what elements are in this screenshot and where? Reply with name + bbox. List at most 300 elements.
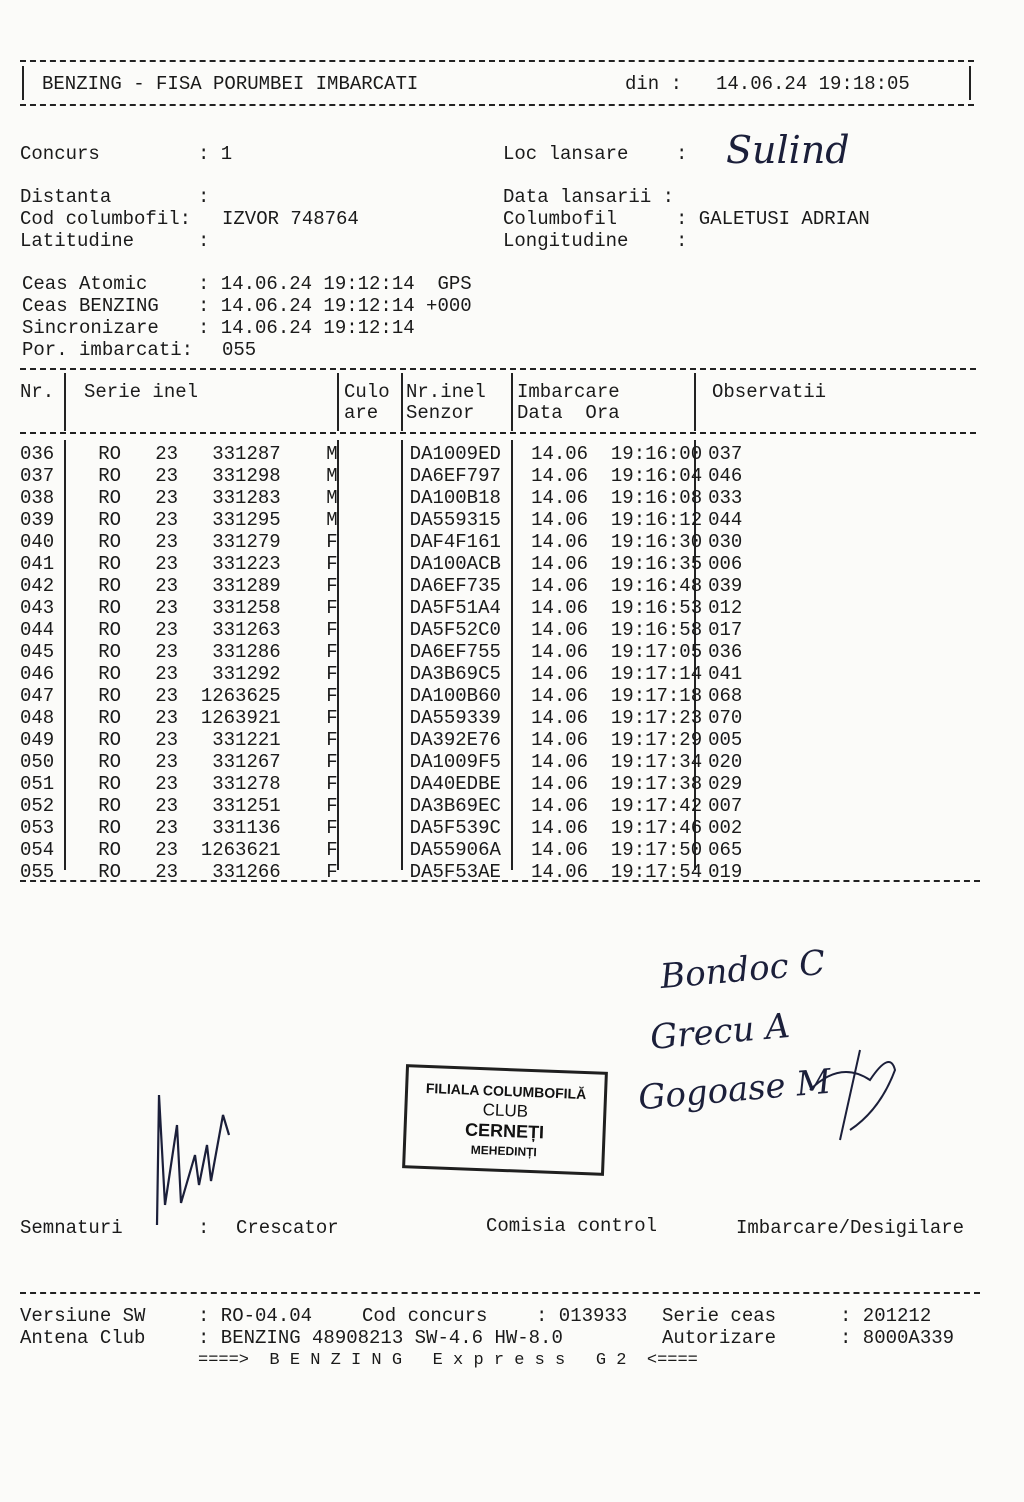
row-sex: F	[280, 553, 338, 575]
distanta-label: Distanta	[20, 186, 112, 208]
table-row	[20, 487, 742, 509]
stamp-line-1: FILIALA COLUMBOFILĂ	[425, 1079, 587, 1103]
table-row	[20, 619, 742, 641]
row-country: RO	[64, 861, 122, 883]
comisia-signature	[800, 1030, 920, 1150]
row-ring: 331286	[178, 641, 281, 663]
row-time: 19:17:14	[610, 663, 703, 685]
table-row	[20, 575, 742, 597]
row-time: 19:17:23	[610, 707, 703, 729]
cod-columbofil-value: IZVOR 748764	[222, 208, 359, 230]
row-nr: 038	[20, 487, 55, 509]
row-time: 19:16:12	[610, 509, 703, 531]
row-ring: 331292	[178, 663, 281, 685]
row-sex: F	[280, 861, 338, 883]
row-imbarcare	[520, 663, 702, 685]
row-serie	[64, 707, 338, 729]
row-sex: M	[280, 487, 338, 509]
ceas-atomic-label: Ceas Atomic	[22, 273, 148, 295]
row-culoare	[338, 443, 404, 465]
row-observatii: 017	[708, 619, 743, 641]
row-nr: 047	[20, 685, 55, 707]
handwritten-name-3: Gogoase M	[636, 1061, 833, 1119]
row-date: 14.06	[519, 817, 611, 839]
row-ring: 331283	[178, 487, 281, 509]
row-ring: 331278	[178, 773, 281, 795]
row-imbarcare	[520, 443, 702, 465]
row-sex: F	[280, 597, 338, 619]
col-sep	[64, 373, 66, 431]
row-nr: 050	[20, 751, 55, 773]
row-year: 23	[121, 597, 179, 619]
cod-concurs-label: Cod concurs	[362, 1305, 488, 1327]
row-imbarcare	[520, 553, 702, 575]
loc-lansare-handwritten: Sulind	[726, 128, 850, 172]
row-sex: M	[280, 465, 338, 487]
ceas-benzing-label: Ceas BENZING	[22, 295, 159, 317]
imbarcare-desigilare-label: Imbarcare/Desigilare	[736, 1217, 965, 1239]
row-serie	[64, 509, 338, 531]
row-country: RO	[64, 575, 122, 597]
loc-lansare-label: Loc lansare	[503, 143, 629, 165]
row-culoare	[338, 641, 404, 663]
row-observatii: 020	[708, 751, 743, 773]
row-sex: M	[280, 509, 338, 531]
row-serie	[64, 663, 338, 685]
row-observatii: 005	[708, 729, 743, 751]
col-header-nr: Nr.	[20, 381, 55, 403]
row-country: RO	[64, 531, 122, 553]
row-year: 23	[121, 817, 179, 839]
handwritten-name-1: Bondoc C	[658, 942, 827, 998]
serie-ceas-value: : 201212	[840, 1305, 932, 1327]
data-lansarii-label: Data lansarii :	[503, 186, 675, 208]
row-observatii: 065	[708, 839, 743, 861]
table-bottom-rule	[20, 880, 980, 882]
row-year: 23	[121, 531, 179, 553]
loc-lansare-colon: :	[676, 143, 688, 165]
comisia-control-label: Comisia control	[486, 1215, 658, 1237]
row-country: RO	[64, 773, 122, 795]
row-nr: 037	[20, 465, 55, 487]
row-sex: F	[280, 795, 338, 817]
row-country: RO	[64, 685, 122, 707]
row-date: 14.06	[519, 751, 611, 773]
row-date: 14.06	[519, 839, 611, 861]
row-imbarcare	[520, 773, 702, 795]
row-country: RO	[64, 751, 122, 773]
row-sex: F	[280, 619, 338, 641]
row-senzor: DA100ACB	[409, 553, 501, 575]
row-imbarcare	[520, 751, 702, 773]
row-sex: F	[280, 751, 338, 773]
row-sex: F	[280, 641, 338, 663]
row-date: 14.06	[519, 795, 611, 817]
row-observatii: 037	[708, 443, 743, 465]
semnaturi-label: Semnaturi	[20, 1217, 123, 1239]
row-year: 23	[121, 553, 179, 575]
row-ring: 331221	[178, 729, 281, 751]
row-senzor: DA100B60	[409, 685, 501, 707]
row-imbarcare	[520, 817, 702, 839]
table-row	[20, 817, 742, 839]
row-ring: 331266	[178, 861, 281, 883]
row-ring: 1263625	[178, 685, 281, 707]
row-imbarcare	[520, 641, 702, 663]
header-bottom-rule	[20, 104, 974, 106]
table-row	[20, 839, 742, 861]
row-ring: 331289	[178, 575, 281, 597]
row-imbarcare	[520, 509, 702, 531]
table-row	[20, 443, 742, 465]
row-ring: 331279	[178, 531, 281, 553]
row-imbarcare	[520, 575, 702, 597]
antena-value: : BENZING 48908213 SW-4.6 HW-8.0	[198, 1327, 563, 1349]
row-senzor: DA559339	[409, 707, 501, 729]
latitudine-label: Latitudine	[20, 230, 135, 252]
row-ring: 331223	[178, 553, 281, 575]
table-row	[20, 685, 742, 707]
row-ring: 1263921	[178, 707, 281, 729]
col-header-serie: Serie inel	[84, 381, 199, 403]
row-nr: 043	[20, 597, 55, 619]
row-year: 23	[121, 839, 179, 861]
row-senzor: DA40EDBE	[409, 773, 501, 795]
row-sex: F	[280, 729, 338, 751]
table-row	[20, 641, 742, 663]
row-sex: F	[280, 817, 338, 839]
row-date: 14.06	[519, 597, 611, 619]
crescator-label: Crescator	[236, 1217, 339, 1239]
row-serie	[64, 817, 338, 839]
row-year: 23	[121, 575, 179, 597]
distanta-value: :	[198, 186, 210, 208]
row-observatii: 012	[708, 597, 743, 619]
row-nr: 049	[20, 729, 55, 751]
header-top-rule	[20, 60, 974, 62]
row-date: 14.06	[519, 641, 611, 663]
row-imbarcare	[520, 729, 702, 751]
row-serie	[64, 641, 338, 663]
row-senzor: DA1009F5	[409, 751, 501, 773]
row-senzor: DA559315	[409, 509, 501, 531]
col-header-observatii: Observatii	[712, 381, 827, 403]
antena-label: Antena Club	[20, 1327, 146, 1349]
row-culoare	[338, 795, 404, 817]
row-time: 19:17:38	[610, 773, 703, 795]
row-sex: M	[280, 443, 338, 465]
longitudine-value: :	[676, 230, 688, 252]
row-serie	[64, 487, 338, 509]
row-year: 23	[121, 795, 179, 817]
row-ring: 331298	[178, 465, 281, 487]
row-year: 23	[121, 443, 179, 465]
row-date: 14.06	[519, 531, 611, 553]
row-year: 23	[121, 861, 179, 883]
row-ring: 331136	[178, 817, 281, 839]
row-senzor: DA5F539C	[409, 817, 501, 839]
table-row	[20, 509, 742, 531]
row-country: RO	[64, 817, 122, 839]
row-country: RO	[64, 553, 122, 575]
sincronizare-value: : 14.06.24 19:12:14	[198, 317, 415, 339]
benzing-express-banner: ====> B E N Z I N G E x p r e s s G 2 <====	[198, 1351, 698, 1370]
row-time: 19:16:00	[610, 443, 703, 465]
row-year: 23	[121, 773, 179, 795]
col-sep	[337, 373, 339, 431]
row-year: 23	[121, 751, 179, 773]
row-time: 19:16:58	[610, 619, 703, 641]
row-nr: 041	[20, 553, 55, 575]
row-ring: 331251	[178, 795, 281, 817]
col-header-nrinel: Nr.inel	[406, 381, 486, 403]
row-culoare	[338, 773, 404, 795]
row-ring: 331287	[178, 443, 281, 465]
row-serie	[64, 575, 338, 597]
row-year: 23	[121, 487, 179, 509]
row-year: 23	[121, 509, 179, 531]
versiune-label: Versiune SW	[20, 1305, 146, 1327]
din-label: din :	[625, 73, 683, 95]
row-time: 19:17:50	[610, 839, 703, 861]
row-culoare	[338, 751, 404, 773]
row-serie	[64, 839, 338, 861]
row-ring: 1263621	[178, 839, 281, 861]
row-senzor: DA3B69C5	[409, 663, 501, 685]
row-culoare	[338, 575, 404, 597]
row-serie	[64, 751, 338, 773]
row-time: 19:17:05	[610, 641, 703, 663]
row-imbarcare	[520, 597, 702, 619]
stamp-line-2: CLUB	[482, 1100, 529, 1121]
longitudine-label: Longitudine	[503, 230, 629, 252]
row-serie	[64, 553, 338, 575]
row-senzor: DA6EF735	[409, 575, 501, 597]
footer-rule	[20, 1292, 980, 1294]
handwritten-name-2: Grecu A	[648, 1005, 792, 1059]
row-time: 19:16:48	[610, 575, 703, 597]
row-senzor: DA100B18	[409, 487, 501, 509]
table-top-rule	[20, 368, 976, 370]
cod-concurs-value: : 013933	[536, 1305, 628, 1327]
row-ring: 331295	[178, 509, 281, 531]
row-imbarcare	[520, 685, 702, 707]
row-date: 14.06	[519, 443, 611, 465]
row-nr: 052	[20, 795, 55, 817]
row-time: 19:16:53	[610, 597, 703, 619]
semnaturi-colon: :	[198, 1217, 210, 1239]
row-culoare	[338, 553, 404, 575]
row-date: 14.06	[519, 773, 611, 795]
row-senzor: DA55906A	[409, 839, 501, 861]
row-time: 19:16:35	[610, 553, 703, 575]
row-date: 14.06	[519, 509, 611, 531]
row-serie	[64, 443, 338, 465]
autorizare-label: Autorizare	[662, 1327, 777, 1349]
row-culoare	[338, 465, 404, 487]
row-serie	[64, 685, 338, 707]
row-country: RO	[64, 509, 122, 531]
club-stamp	[402, 1064, 608, 1176]
row-time: 19:17:54	[610, 861, 703, 883]
row-serie	[64, 795, 338, 817]
document-title: BENZING - FISA PORUMBEI IMBARCATI	[42, 73, 419, 95]
row-culoare	[338, 817, 404, 839]
row-date: 14.06	[519, 553, 611, 575]
row-serie	[64, 619, 338, 641]
row-country: RO	[64, 729, 122, 751]
row-serie	[64, 729, 338, 751]
row-time: 19:16:30	[610, 531, 703, 553]
row-serie	[64, 465, 338, 487]
row-observatii: 019	[708, 861, 743, 883]
row-senzor: DA392E76	[409, 729, 501, 751]
row-culoare	[338, 509, 404, 531]
row-year: 23	[121, 619, 179, 641]
row-observatii: 029	[708, 773, 743, 795]
col-header-culo: Culo	[344, 381, 390, 403]
row-observatii: 030	[708, 531, 743, 553]
versiune-value: : RO-04.04	[198, 1305, 313, 1327]
row-serie	[64, 531, 338, 553]
row-sex: F	[280, 839, 338, 861]
row-nr: 044	[20, 619, 55, 641]
row-date: 14.06	[519, 663, 611, 685]
concurs-value: : 1	[198, 143, 233, 165]
row-year: 23	[121, 707, 179, 729]
row-imbarcare	[520, 465, 702, 487]
ceas-benzing-value: : 14.06.24 19:12:14 +000	[198, 295, 472, 317]
row-sex: F	[280, 707, 338, 729]
col-header-imbarcare: Imbarcare	[517, 381, 620, 403]
row-observatii: 046	[708, 465, 743, 487]
row-observatii: 007	[708, 795, 743, 817]
row-time: 19:17:34	[610, 751, 703, 773]
table-row	[20, 465, 742, 487]
row-sex: F	[280, 663, 338, 685]
crescator-signature	[145, 1085, 245, 1230]
table-row	[20, 751, 742, 773]
row-date: 14.06	[519, 465, 611, 487]
table-row	[20, 663, 742, 685]
row-sex: F	[280, 773, 338, 795]
row-nr: 054	[20, 839, 55, 861]
row-culoare	[338, 663, 404, 685]
por-imbarcati-label: Por. imbarcati:	[22, 339, 194, 361]
row-nr: 048	[20, 707, 55, 729]
row-country: RO	[64, 465, 122, 487]
row-culoare	[338, 619, 404, 641]
columbofil-value: : GALETUSI ADRIAN	[676, 208, 870, 230]
row-nr: 036	[20, 443, 55, 465]
cod-columbofil-label: Cod columbofil:	[20, 208, 192, 230]
row-time: 19:17:18	[610, 685, 703, 707]
row-imbarcare	[520, 619, 702, 641]
row-culoare	[338, 729, 404, 751]
sincronizare-label: Sincronizare	[22, 317, 159, 339]
row-date: 14.06	[519, 575, 611, 597]
table-row	[20, 597, 742, 619]
row-sex: F	[280, 575, 338, 597]
row-country: RO	[64, 795, 122, 817]
row-nr: 051	[20, 773, 55, 795]
table-row	[20, 795, 742, 817]
row-observatii: 044	[708, 509, 743, 531]
col-header-data-ora: Data Ora	[517, 402, 620, 424]
row-observatii: 039	[708, 575, 743, 597]
row-year: 23	[121, 685, 179, 707]
row-observatii: 033	[708, 487, 743, 509]
row-nr: 055	[20, 861, 55, 883]
row-date: 14.06	[519, 861, 611, 883]
row-year: 23	[121, 663, 179, 685]
stamp-line-4: MEHEDINȚI	[470, 1142, 538, 1160]
row-culoare	[338, 839, 404, 861]
table-row	[20, 553, 742, 575]
row-culoare	[338, 707, 404, 729]
row-nr: 046	[20, 663, 55, 685]
table-header-rule	[20, 432, 976, 434]
row-year: 23	[121, 729, 179, 751]
col-header-are: are	[344, 402, 379, 424]
row-imbarcare	[520, 795, 702, 817]
row-time: 19:17:42	[610, 795, 703, 817]
table-row	[20, 531, 742, 553]
row-sex: F	[280, 531, 338, 553]
row-nr: 042	[20, 575, 55, 597]
stamp-line-3: CERNEȚI	[464, 1119, 545, 1143]
table-row	[20, 729, 742, 751]
row-senzor: DAF4F161	[409, 531, 501, 553]
latitudine-value: :	[198, 230, 210, 252]
row-country: RO	[64, 839, 122, 861]
row-country: RO	[64, 663, 122, 685]
row-senzor: DA6EF755	[409, 641, 501, 663]
row-sex: F	[280, 685, 338, 707]
row-country: RO	[64, 443, 122, 465]
row-senzor: DA5F52C0	[409, 619, 501, 641]
row-serie	[64, 773, 338, 795]
por-imbarcati-value: 055	[222, 339, 257, 361]
row-date: 14.06	[519, 487, 611, 509]
row-time: 19:17:46	[610, 817, 703, 839]
row-observatii: 041	[708, 663, 743, 685]
header-left-border	[22, 66, 24, 100]
table-row	[20, 773, 742, 795]
col-sep	[511, 373, 513, 431]
row-imbarcare	[520, 707, 702, 729]
row-observatii: 002	[708, 817, 743, 839]
row-senzor: DA5F51A4	[409, 597, 501, 619]
row-country: RO	[64, 707, 122, 729]
row-observatii: 070	[708, 707, 743, 729]
concurs-label: Concurs	[20, 143, 100, 165]
row-ring: 331267	[178, 751, 281, 773]
serie-ceas-label: Serie ceas	[662, 1305, 777, 1327]
row-date: 14.06	[519, 619, 611, 641]
row-imbarcare	[520, 531, 702, 553]
row-nr: 039	[20, 509, 55, 531]
row-time: 19:17:29	[610, 729, 703, 751]
row-imbarcare	[520, 487, 702, 509]
row-time: 19:16:08	[610, 487, 703, 509]
row-country: RO	[64, 487, 122, 509]
autorizare-value: : 8000A339	[840, 1327, 955, 1349]
row-year: 23	[121, 465, 179, 487]
row-date: 14.06	[519, 707, 611, 729]
ceas-atomic-value: : 14.06.24 19:12:14 GPS	[198, 273, 472, 295]
row-nr: 040	[20, 531, 55, 553]
